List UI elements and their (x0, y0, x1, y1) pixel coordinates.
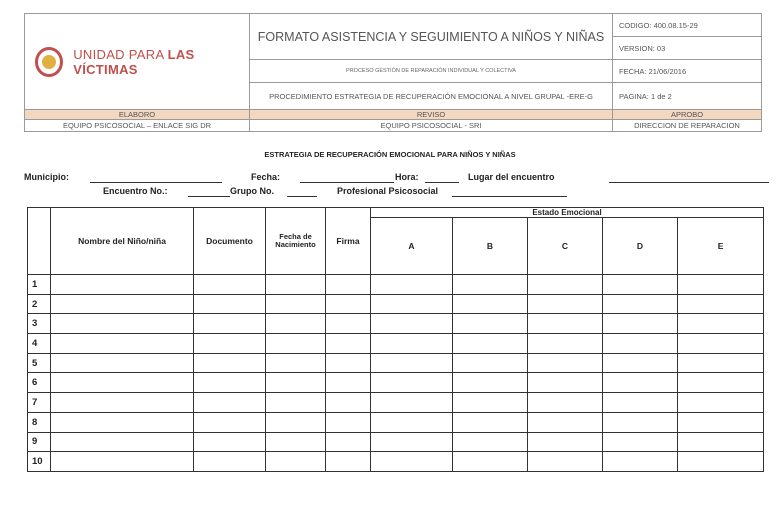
table-row (28, 353, 764, 373)
estado-col-e: E (678, 218, 764, 275)
firma-cell[interactable] (326, 275, 371, 295)
estado-emocional-header: Estado Emocional (371, 208, 764, 218)
estado-d-cell[interactable] (603, 452, 678, 472)
reviso-value: EQUIPO PSICOSOCIAL - SRI (250, 120, 613, 132)
estado-e-cell[interactable] (678, 432, 764, 452)
profesional-label: Profesional Psicosocial (337, 186, 439, 196)
col-documento-header: Documento (194, 208, 266, 275)
document-header (24, 13, 762, 132)
nombre-cell[interactable] (51, 275, 194, 295)
nombre-cell[interactable] (51, 373, 194, 393)
aprobo-value: DIRECCION DE REPARACION (613, 120, 762, 132)
estado-b-cell[interactable] (453, 393, 528, 413)
fecha-nacimiento-cell[interactable] (266, 452, 326, 472)
estado-a-cell[interactable] (371, 275, 453, 295)
estado-e-cell[interactable] (678, 353, 764, 373)
nombre-cell[interactable] (51, 353, 194, 373)
documento-cell[interactable] (194, 314, 266, 334)
estado-a-cell[interactable] (371, 294, 453, 314)
firma-cell[interactable] (326, 314, 371, 334)
estado-d-cell[interactable] (603, 432, 678, 452)
nombre-cell[interactable] (51, 334, 194, 354)
row-number: 4 (28, 334, 51, 354)
estado-e-cell[interactable] (678, 314, 764, 334)
estado-col-d: D (603, 218, 678, 275)
process-name: PROCESO GESTIÓN DE REPARACIÓN INDIVIDUAL Y COLECTIVA (250, 60, 613, 83)
estado-c-cell[interactable] (528, 412, 603, 432)
documento-cell[interactable] (194, 412, 266, 432)
date-field: FECHA: 21/06/2016 (613, 60, 762, 83)
estado-e-cell[interactable] (678, 334, 764, 354)
estado-b-cell[interactable] (453, 373, 528, 393)
nombre-cell[interactable] (51, 452, 194, 472)
documento-cell[interactable] (194, 373, 266, 393)
estado-d-cell[interactable] (603, 275, 678, 295)
col-nombre-header: Nombre del Niño/niña (51, 208, 194, 275)
row-number: 3 (28, 314, 51, 334)
row-number-header (28, 208, 51, 275)
attendance-table (27, 207, 764, 472)
estado-c-cell[interactable] (528, 275, 603, 295)
table-row (28, 314, 764, 334)
grupo-input[interactable] (287, 196, 317, 197)
estado-a-cell[interactable] (371, 353, 453, 373)
estado-d-cell[interactable] (603, 412, 678, 432)
table-row (28, 452, 764, 472)
estado-d-cell[interactable] (603, 373, 678, 393)
table-row (28, 373, 764, 393)
estado-e-cell[interactable] (678, 393, 764, 413)
firma-cell[interactable] (326, 334, 371, 354)
documento-cell[interactable] (194, 452, 266, 472)
nombre-cell[interactable] (51, 412, 194, 432)
reviso-label: REVISO (250, 110, 613, 120)
lugar-label: Lugar del encuentro (468, 172, 555, 182)
documento-cell[interactable] (194, 275, 266, 295)
estado-d-cell[interactable] (603, 393, 678, 413)
fecha-label: Fecha: (251, 172, 281, 182)
elaboro-value: EQUIPO PSICOSOCIAL – ENLACE SIG DR (25, 120, 250, 132)
estado-c-cell[interactable] (528, 334, 603, 354)
estado-a-cell[interactable] (371, 412, 453, 432)
nombre-cell[interactable] (51, 393, 194, 413)
fecha-nacimiento-cell[interactable] (266, 412, 326, 432)
estado-c-cell[interactable] (528, 294, 603, 314)
estado-e-cell[interactable] (678, 373, 764, 393)
estado-a-cell[interactable] (371, 334, 453, 354)
firma-cell[interactable] (326, 294, 371, 314)
row-number: 9 (28, 432, 51, 452)
firma-cell[interactable] (326, 353, 371, 373)
fecha-nacimiento-cell[interactable] (266, 294, 326, 314)
estado-b-cell[interactable] (453, 294, 528, 314)
estado-d-cell[interactable] (603, 334, 678, 354)
estado-b-cell[interactable] (453, 314, 528, 334)
procedure-name: PROCEDIMIENTO ESTRATEGIA DE RECUPERACIÓN EMOCIONAL A NIVEL GRUPAL -ERE-G (250, 83, 613, 110)
documento-cell[interactable] (194, 393, 266, 413)
grupo-label: Grupo No. (230, 186, 274, 196)
firma-cell[interactable] (326, 412, 371, 432)
fecha-nacimiento-cell[interactable] (266, 334, 326, 354)
row-number: 10 (28, 452, 51, 472)
estado-c-cell[interactable] (528, 314, 603, 334)
estado-b-cell[interactable] (453, 432, 528, 452)
profesional-input[interactable] (452, 196, 567, 197)
seal-icon (35, 47, 63, 77)
table-row (28, 412, 764, 432)
fecha-nacimiento-cell[interactable] (266, 373, 326, 393)
strategy-title: ESTRATEGIA DE RECUPERACIÓN EMOCIONAL PARA NIÑOS Y NIÑAS (264, 150, 516, 159)
documento-cell[interactable] (194, 334, 266, 354)
row-number: 7 (28, 393, 51, 413)
municipio-input[interactable] (90, 182, 222, 183)
estado-b-cell[interactable] (453, 452, 528, 472)
estado-a-cell[interactable] (371, 373, 453, 393)
estado-col-b: B (453, 218, 528, 275)
municipio-label: Municipio: (24, 172, 69, 182)
fecha-nacimiento-cell[interactable] (266, 314, 326, 334)
estado-c-cell[interactable] (528, 373, 603, 393)
table-row (28, 294, 764, 314)
nombre-cell[interactable] (51, 432, 194, 452)
firma-cell[interactable] (326, 393, 371, 413)
encuentro-input[interactable] (188, 196, 230, 197)
logo-text: UNIDAD PARA LAS VÍCTIMAS (73, 46, 195, 77)
estado-c-cell[interactable] (528, 432, 603, 452)
fecha-nacimiento-cell[interactable] (266, 432, 326, 452)
attendance-rows (28, 275, 764, 472)
estado-a-cell[interactable] (371, 314, 453, 334)
estado-c-cell[interactable] (528, 353, 603, 373)
estado-c-cell[interactable] (528, 393, 603, 413)
estado-d-cell[interactable] (603, 314, 678, 334)
estado-b-cell[interactable] (453, 412, 528, 432)
col-fecha-header: Fecha de Nacimiento (266, 208, 326, 275)
table-row (28, 334, 764, 354)
firma-cell[interactable] (326, 432, 371, 452)
estado-a-cell[interactable] (371, 452, 453, 472)
version-field: VERSION: 03 (613, 37, 762, 60)
estado-b-cell[interactable] (453, 353, 528, 373)
col-firma-header: Firma (326, 208, 371, 275)
lugar-input[interactable] (609, 182, 769, 183)
estado-d-cell[interactable] (603, 294, 678, 314)
row-number: 1 (28, 275, 51, 295)
row-number: 5 (28, 353, 51, 373)
estado-d-cell[interactable] (603, 353, 678, 373)
estado-a-cell[interactable] (371, 432, 453, 452)
documento-cell[interactable] (194, 353, 266, 373)
fecha-nacimiento-cell[interactable] (266, 353, 326, 373)
logo-cell (25, 14, 250, 110)
hora-input[interactable] (425, 182, 459, 183)
encuentro-label: Encuentro No.: (103, 186, 168, 196)
documento-cell[interactable] (194, 432, 266, 452)
nombre-cell[interactable] (51, 294, 194, 314)
estado-a-cell[interactable] (371, 393, 453, 413)
estado-e-cell[interactable] (678, 294, 764, 314)
estado-col-c: C (528, 218, 603, 275)
table-row (28, 393, 764, 413)
row-number: 8 (28, 412, 51, 432)
table-row (28, 275, 764, 295)
estado-e-cell[interactable] (678, 275, 764, 295)
form-title: FORMATO ASISTENCIA Y SEGUIMIENTO A NIÑOS Y NIÑAS (250, 14, 613, 60)
firma-cell[interactable] (326, 452, 371, 472)
estado-e-cell[interactable] (678, 452, 764, 472)
estado-e-cell[interactable] (678, 412, 764, 432)
documento-cell[interactable] (194, 294, 266, 314)
table-row (28, 432, 764, 452)
nombre-cell[interactable] (51, 314, 194, 334)
estado-c-cell[interactable] (528, 452, 603, 472)
fecha-nacimiento-cell[interactable] (266, 275, 326, 295)
elaboro-label: ELABORO (25, 110, 250, 120)
hora-label: Hora: (395, 172, 419, 182)
fecha-nacimiento-cell[interactable] (266, 393, 326, 413)
estado-b-cell[interactable] (453, 334, 528, 354)
page-field: PAGINA: 1 de 2 (613, 83, 762, 110)
estado-b-cell[interactable] (453, 275, 528, 295)
estado-col-a: A (371, 218, 453, 275)
row-number: 2 (28, 294, 51, 314)
aprobo-label: APROBO (613, 110, 762, 120)
fecha-input[interactable] (300, 182, 394, 183)
firma-cell[interactable] (326, 373, 371, 393)
row-number: 6 (28, 373, 51, 393)
code-field: CODIGO: 400.08.15-29 (613, 14, 762, 37)
